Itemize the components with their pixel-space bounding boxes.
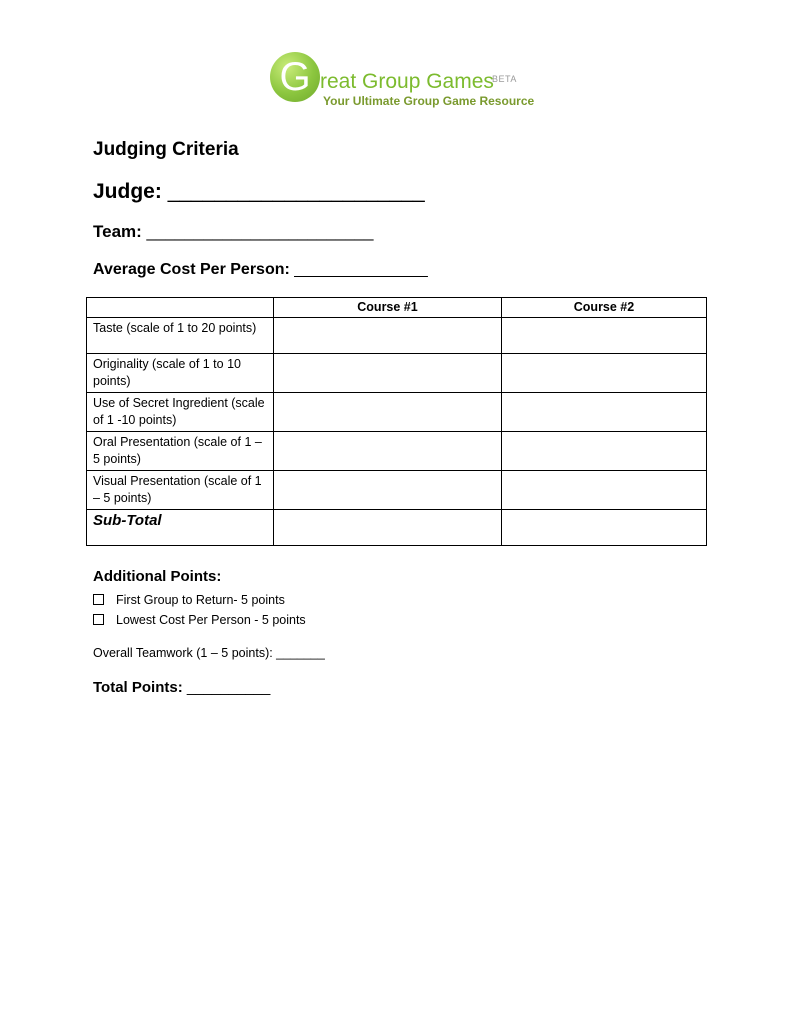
score-cell-course-1[interactable] [274,432,502,471]
criteria-label: Originality (scale of 1 to 10 points) [87,354,274,393]
subtotal-label: Sub-Total [87,510,274,546]
logo-tagline: Your Ultimate Group Game Resource [323,94,535,108]
logo-initial: G [279,55,311,99]
checklist-item-label: First Group to Return- 5 points [116,593,285,607]
overall-teamwork: Overall Teamwork (1 – 5 points): _______ [93,646,325,660]
judge-line [93,180,425,204]
checklist-item[interactable] [93,593,285,607]
criteria-label: Oral Presentation (scale of 1 – 5 points) [87,432,274,471]
table-row [87,432,707,471]
criteria-table [86,297,707,546]
criteria-label: Taste (scale of 1 to 20 points) [87,318,274,354]
total-points-label: Total Points: [93,679,183,696]
score-cell-course-1[interactable] [274,471,502,510]
table-header-course-2: Course #2 [502,298,707,318]
table-row [87,393,707,432]
team-blank: ________________________ [146,222,374,241]
table-row [87,354,707,393]
checkbox-icon[interactable] [93,594,104,605]
score-cell-course-2[interactable] [502,432,707,471]
table-row-subtotal [87,510,707,546]
checklist-item-label: Lowest Cost Per Person - 5 points [116,613,306,627]
team-label: Team: [93,222,142,241]
table-header-course-1: Course #1 [274,298,502,318]
table-row [87,318,707,354]
score-cell-course-1[interactable] [274,354,502,393]
score-cell-course-2[interactable] [502,318,707,354]
judge-blank: ______________________ [167,180,425,203]
score-cell-course-1[interactable] [274,393,502,432]
criteria-label: Use of Secret Ingredient (scale of 1 -10 points) [87,393,274,432]
subtotal-cell-course-2[interactable] [502,510,707,546]
table-header-row [87,298,707,318]
checkbox-icon[interactable] [93,614,104,625]
table-header-criteria [87,298,274,318]
score-cell-course-2[interactable] [502,471,707,510]
avg-cost-label: Average Cost Per Person: [93,261,290,278]
avg-cost-line [93,261,428,279]
logo [270,52,535,112]
score-cell-course-2[interactable] [502,393,707,432]
checklist-item[interactable] [93,613,306,627]
page-title: Judging Criteria [93,139,239,160]
additional-points-heading: Additional Points: [93,568,222,585]
total-points-line [93,679,270,696]
subtotal-cell-course-1[interactable] [274,510,502,546]
logo-name: reat Group Games [320,70,494,93]
logo-beta: BETA [492,74,517,84]
criteria-label: Visual Presentation (scale of 1 – 5 points) [87,471,274,510]
table-row [87,471,707,510]
team-line [93,222,373,242]
avg-cost-blank: _______________ [294,261,428,278]
judge-label: Judge: [93,180,162,203]
total-points-blank: __________ [186,679,271,696]
score-cell-course-2[interactable] [502,354,707,393]
score-cell-course-1[interactable] [274,318,502,354]
